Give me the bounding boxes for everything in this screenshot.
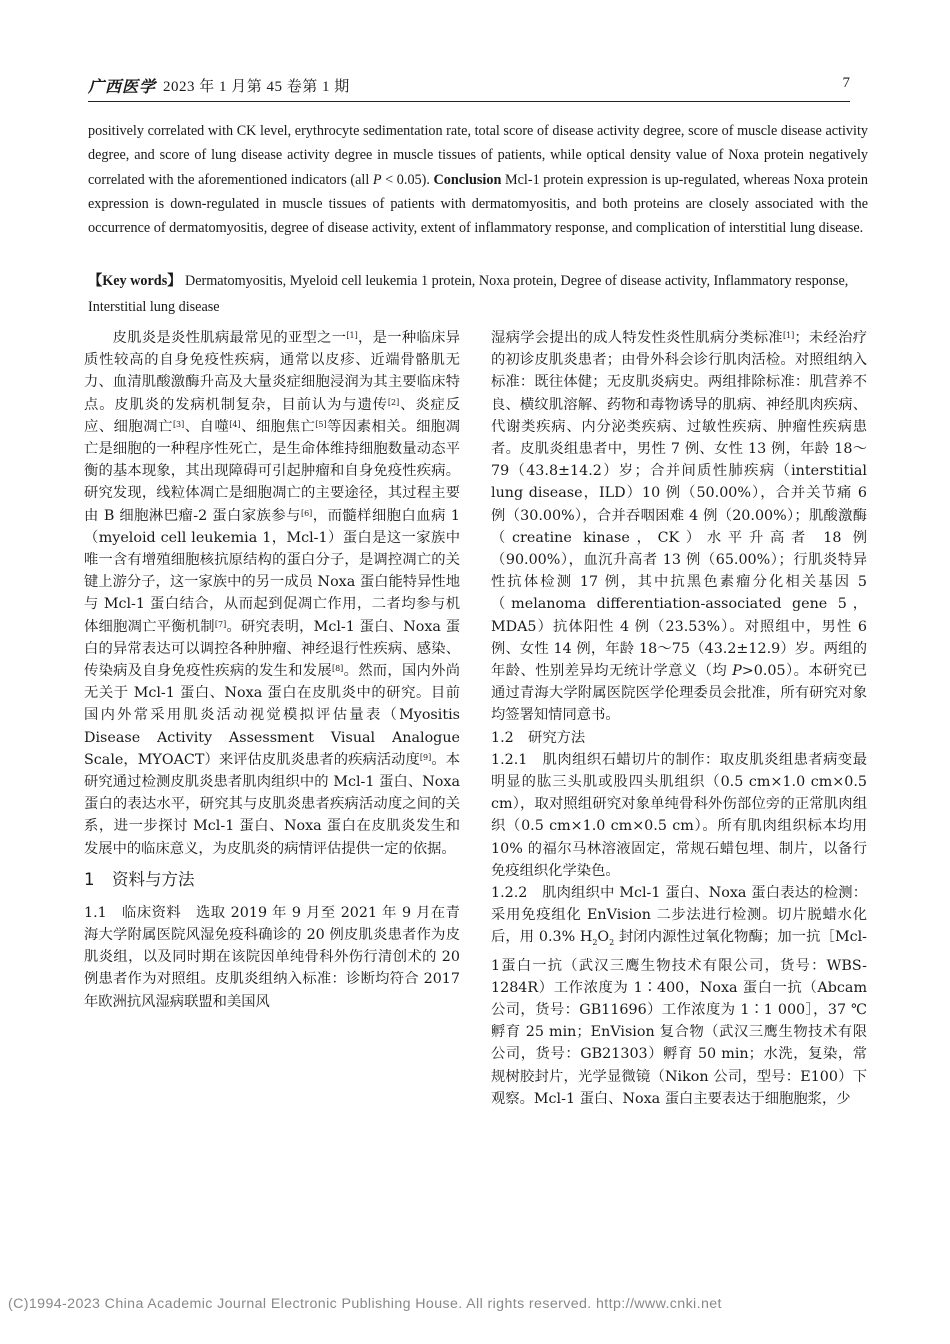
text-run: 封闭内源性过氧化物酶；加一抗［Mcl-1蛋白一抗（武汉三鹰生物技术有限公司，货号：WBS-1284R）工作浓度为 1∶400，Noxa 蛋白一抗（Abcam 公司，货号：GB11696）工作浓度为 1∶1 000］，37 ℃孵育 25 min；EnVision 复合物（武汉三鹰生物技术有限公司，货号：GB21303）孵育 50 min；水洗，复染，常规树胶封片，光学显微镜（Nikon 公司，型号：E100）下观察。Mcl-1 蛋白、Noxa 蛋白主要表达于细胞胞浆，少: [491, 929, 867, 1107]
text-run: O: [597, 929, 610, 946]
abstract-continuation: [88, 119, 868, 240]
conclusion-text: Mcl-1 protein expression is up-regulated, whereas Noxa protein expression is down-regulated in muscle tissues of patients with dermatomyositis, and both proteins are closely associated with the occurrence of dermatomyositis, degree of disease activity, extent of inflammatory response, and complication of interstitial lung disease.: [88, 171, 868, 237]
keywords-text: Dermatomyositis, Myeloid cell leukemia 1 protein, Noxa protein, Degree of disease activity, Inflammatory response, Interstitial lung disease: [88, 273, 849, 315]
subsection-1-2-2: [491, 882, 867, 1110]
text-run: ，是一种临床异质性较高的自身免疫性疾病，通常以皮疹、近端骨骼肌无力、血清肌酸激酶升高及大量炎症细胞浸润为其主要临床特点。皮肌炎的发病机制复杂，目前认为与遗传: [84, 330, 460, 413]
section-heading: [84, 868, 460, 892]
text-run: ，而髓样细胞白血病 1（myeloid cell leukemia 1，Mcl-1）蛋白是这一家族中唯一含有增殖细胞核抗原结构的蛋白分子，是调控凋亡的关键上游分子，这一家族中的另一成员 Noxa 蛋白能特异性地与 Mcl-1 蛋白结合，从而起到促凋亡作用，二者均参与机体细胞凋亡平衡机制: [84, 507, 460, 635]
clinical-data-paragraph: [84, 902, 460, 1013]
text-run: 。研究表明，Mcl-1 蛋白、Noxa 蛋白的异常表达可以调控各种肿瘤、神经退行性疾病、感染、传染病及自身免疫性疾病的发生和发展: [84, 618, 461, 680]
text-run: 湿病学会提出的成人特发性炎性肌病分类标准: [491, 330, 783, 346]
citation-ref: [7]: [214, 619, 227, 629]
text-run: 、细胞焦亡: [240, 418, 316, 435]
italic-symbol: P: [732, 663, 742, 680]
citation-ref: [1]: [782, 331, 795, 340]
copyright-footer: (C)1994-2023 China Academic Journal Electronic Publishing House. All rights reserved. http://www.cnki.net: [8, 1296, 722, 1312]
text-run: 。本研究通过检测皮肌炎患者肌肉组织中的 Mcl-1 蛋白、Noxa 蛋白的表达水平，研究其与皮肌炎患者疾病活动度之间的关系，进一步探讨 Mcl-1 蛋白、Noxa 蛋白在皮肌炎发生和发展中的临床意义，为皮肌炎的病情评估提供一定的依据。: [84, 751, 460, 857]
text-run: 、自噬: [184, 418, 230, 435]
text-run: 、炎症反应、细胞凋亡: [84, 396, 461, 435]
right-column: [491, 327, 867, 1110]
intro-paragraph: [84, 327, 460, 860]
page-number: 7: [842, 75, 850, 91]
clinical-data-continuation: [491, 327, 867, 727]
running-header: [88, 74, 850, 96]
citation-ref: [9]: [419, 752, 432, 762]
citation-ref: [3]: [172, 419, 185, 429]
keywords-label: 【Key words】: [88, 273, 182, 289]
section-title: 资料与方法: [112, 869, 195, 889]
subsection-1-1-text: 选取 2019 年 9 月至 2021 年 9 月在青海大学附属医院风湿免疫科确诊的 20 例皮肌炎患者作为皮肌炎组，以及同时期在该院因单纯骨科外伤行清创术的 20 例患者作为对照组。皮肌炎组纳入标准：诊断均符合 2017 年欧洲抗风湿病联盟和美国风: [84, 904, 460, 1010]
subsection-1-2-heading: 1.2 研究方法: [491, 729, 586, 746]
text-run: 。然而，国内外尚无关于 Mcl-1 蛋白、Noxa 蛋白在皮肌炎中的研究。目前国内外常采用肌炎活动视觉模拟评估量表（Myositis Disease Activity Assessment Visual Analogue Scale，MYOACT）来评估皮肌炎患者的疾病活动度: [84, 663, 461, 768]
abstract-p-value: < 0.05).: [381, 171, 430, 188]
section-number: 1: [84, 869, 95, 889]
text-run: >0.05）。本研究已通过青海大学附属医院医学伦理委员会批准，所有研究对象均签署知情同意书。: [491, 663, 867, 724]
subsection-1-1-label: 1.1 临床资料: [84, 904, 182, 921]
left-column: [84, 327, 460, 1013]
citation-ref: [6]: [300, 508, 313, 518]
citation-ref: [2]: [387, 397, 400, 407]
keywords: [88, 268, 868, 320]
citation-ref: [4]: [229, 419, 241, 429]
conclusion-label: Conclusion: [433, 171, 502, 188]
journal-name: 广西医学: [88, 79, 157, 96]
citation-ref: [1]: [346, 331, 358, 340]
text-run: 等因素相关。细胞凋亡是细胞的一种程序性死亡，是生命体维持细胞数量动态平衡的基本现象，其出现障碍可引起肿瘤和自身免疫性疾病。研究发现，线粒体凋亡是细胞凋亡的主要途径，其过程主要由 B 细胞淋巴瘤-2 蛋白家族参与: [84, 418, 461, 524]
text-run: 1.2.2 肌肉组织中 Mcl-1 蛋白、Noxa 蛋白表达的检测：采用免疫组化 EnVision 二步法进行检测。切片脱蜡水化后，用 0.3% H: [491, 885, 867, 946]
header-rule: [88, 101, 850, 102]
abstract-results-text: positively correlated with CK level, erythrocyte sedimentation rate, total score of disease activity degree, score of muscle disease activity degree, and score of lung disease activity degree in muscle tissues of patients, while optical density value of Noxa protein negatively correlated with the aforementioned indicators (all: [88, 123, 868, 188]
citation-ref: [5]: [315, 419, 327, 429]
subsection-1-2-1: 1.2.1 肌肉组织石蜡切片的制作：取皮肌炎组患者病变最明显的肱三头肌或股四头肌组织（0.5 cm×1.0 cm×0.5 cm），取对照组研究对象单纯骨科外伤部位旁的正常肌肉组织（0.5 cm×1.0 cm×0.5 cm）。所有肌肉组织标本均用 10% 的福尔马林溶液固定，常规石蜡包埋、制片，以备行免疫组织化学染色。: [491, 751, 867, 879]
text-run: 皮肌炎是炎性肌病最常见的亚型之一: [112, 330, 347, 346]
citation-ref: [8]: [331, 664, 344, 674]
subscript: 2: [609, 938, 615, 948]
issue-info: 2023 年 1 月第 45 卷第 1 期: [163, 79, 350, 95]
subscript: 2: [592, 938, 598, 948]
text-run: ；未经治疗的初诊皮肌炎患者；由骨外科会诊行肌肉活检。对照组纳入标准：既往体健；无皮肌炎病史。两组排除标准：肌营养不良、横纹肌溶解、药物和毒物诱导的肌病、神经肌肉疾病、代谢类疾病、内分泌类疾病、过敏性疾病、肿瘤性疾病患者。皮肌炎组患者中，男性 7 例、女性 13 例，年龄 18～79（43.8±14.2）岁；合并间质性肺疾病（interstitial lung disease，ILD）10 例（50.00%），合并关节痛 6 例（30.00%），合并吞咽困难 4 例（20.00%）；肌酸激酶（creatine kinase，CK）水平升高者 18 例（90.00%），血沉升高者 13 例（65.00%）；行肌炎特异性抗体检测 17 例，其中抗黑色素瘤分化相关基因 5（melanoma differentiation-associated gene 5，MDA5）抗体阳性 4 例（23.53%）。对照组中，男性 6 例、女性 14 例，年龄 18～75（43.2±12.9）岁。两组的年龄、性别差异均无统计学意义（均: [491, 330, 868, 680]
p-symbol: P: [372, 171, 382, 188]
